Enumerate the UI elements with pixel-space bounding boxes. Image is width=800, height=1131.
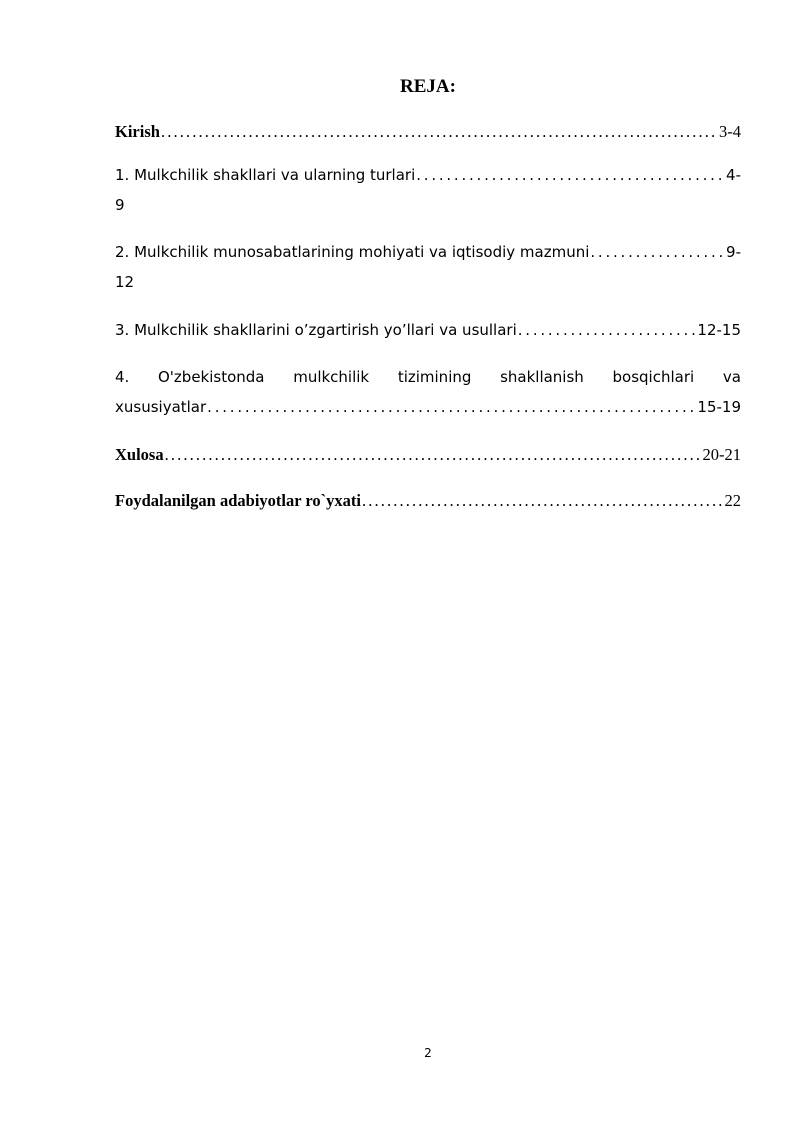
toc-label: Kirish: [115, 122, 160, 141]
toc-label: Xulosa: [115, 445, 164, 464]
toc-pages: 3-4: [719, 122, 741, 141]
toc-word: 4.: [115, 368, 130, 386]
toc-pages: 20-21: [702, 445, 741, 464]
toc-label-continued: xususiyatlar: [115, 398, 207, 416]
dot-leader: [207, 392, 696, 422]
dot-leader: [165, 440, 702, 470]
toc-label: 1. Mulkchilik shakllari va ularning turlari: [115, 166, 416, 184]
toc-pages: 9-: [726, 243, 741, 261]
toc-word: bosqichlari: [612, 368, 695, 386]
toc-word: tizimining: [397, 368, 472, 386]
toc-label: 3. Mulkchilik shakllarini o’zgartirish yo’llari va usullari: [115, 321, 517, 339]
toc-label: 2. Mulkchilik munosabatlarining mohiyati va iqtisodiy mazmuni: [115, 243, 590, 261]
toc-pages: 4-: [726, 166, 741, 184]
toc-entry-3: [115, 315, 741, 345]
toc-pages-continued: 9: [115, 196, 125, 214]
toc-entry-1: [115, 160, 741, 220]
toc-pages: 15-19: [697, 398, 741, 416]
dot-leader: [590, 237, 725, 267]
toc-pages: 12-15: [697, 321, 741, 339]
page-title: REJA:: [400, 76, 456, 97]
toc-word: O'zbekistonda: [158, 368, 265, 386]
dot-leader: [416, 160, 725, 190]
toc-label: Foydalanilgan adabiyotlar ro`yxati: [115, 491, 362, 510]
toc-word: shakllanish: [500, 368, 584, 386]
toc-label-justified: [115, 362, 741, 392]
toc-entry-kirish: [115, 117, 741, 147]
dot-leader: [362, 486, 723, 516]
toc-entry-xulosa: [115, 440, 741, 470]
toc-pages-continued: 12: [115, 273, 135, 291]
toc-entry-references: [115, 486, 741, 516]
toc-entry-2: [115, 237, 741, 297]
toc-entry-4: [115, 362, 741, 422]
toc-word: va: [722, 368, 741, 386]
page-number: 2: [424, 1046, 432, 1060]
dot-leader: [161, 117, 718, 147]
dot-leader: [518, 315, 697, 345]
toc-word: mulkchilik: [293, 368, 370, 386]
toc-pages: 22: [724, 491, 741, 510]
